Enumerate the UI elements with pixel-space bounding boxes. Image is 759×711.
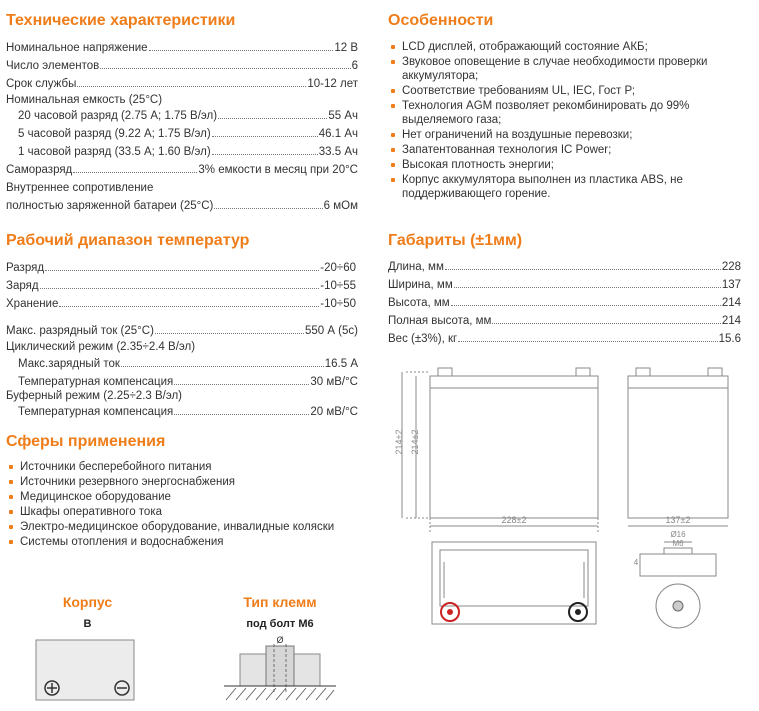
dims-row: Высота, мм 214 xyxy=(388,297,741,309)
temp-row: Заряд -10÷55 xyxy=(6,280,356,292)
temp-row: Разряд -20÷60 xyxy=(6,262,356,274)
features-list xyxy=(388,40,733,202)
list-item: Источники резервного энергоснабжения xyxy=(6,475,358,489)
list-item: Технология AGM позволяет рекомбинировать до 99% выделяемого газа; xyxy=(388,99,733,127)
list-item: Медицинское оборудование xyxy=(6,490,358,504)
spec-row: 5 часовой разряд (9.22 А; 1.75 В/эл) 46.1 Ач xyxy=(18,128,358,140)
capacity-label: Номинальная емкость (25°С) xyxy=(6,94,163,106)
length-label: 228±2 xyxy=(501,515,527,525)
list-item: Звуковое оповещение в случае необходимости проверки аккумулятора; xyxy=(388,55,733,83)
terminal-title: Тип клемм xyxy=(243,594,317,610)
list-item: Источники бесперебойного питания xyxy=(6,460,358,474)
spec-row: Срок службы 10-12 лет xyxy=(6,78,358,90)
diameter-label: Ø16 xyxy=(670,530,686,539)
tech-title: Технические характеристики xyxy=(6,12,236,29)
spheres-title: Сферы применения xyxy=(6,433,166,450)
dims-row: Вес (±3%), кг 15.6 xyxy=(388,333,741,345)
thread-label: M6 xyxy=(672,539,684,548)
case-drawing xyxy=(30,636,140,702)
spec-row: Номинальное напряжение 12 В xyxy=(6,42,358,54)
list-item: Нет ограничений на воздушные перевозки; xyxy=(388,128,733,142)
height-label-1: 214±2 xyxy=(394,429,404,455)
list-item: LCD дисплей, отображающий состояние АКБ; xyxy=(388,40,733,54)
temp-row: Макс.зарядный ток 16.5 А xyxy=(18,358,358,370)
spec-row: 20 часовой разряд (2.75 А; 1.75 В/эл) 55 Ач xyxy=(18,110,358,122)
case-body xyxy=(36,640,134,700)
spec-row: Число элементов 6 xyxy=(6,60,358,72)
list-item: Системы отопления и водоснабжения xyxy=(6,535,358,549)
list-item: Соответствие требованиям UL, IEC, Гост Р; xyxy=(388,84,733,98)
dims-row: Полная высота, мм 214 xyxy=(388,315,741,327)
temp-title: Рабочий диапазон температур xyxy=(6,232,250,249)
features-title: Особенности xyxy=(388,12,494,29)
front-view xyxy=(430,376,598,518)
list-item: Высокая плотность энергии; xyxy=(388,158,733,172)
resistance-label: Внутреннее сопротивление xyxy=(6,182,154,194)
post-height-label: 4 xyxy=(633,558,639,567)
spec-row: Саморазряд 3% емкости в месяц при 20°С xyxy=(6,164,358,176)
dims-row: Длина, мм 228 xyxy=(388,261,741,273)
case-title: Корпус xyxy=(62,594,113,610)
side-view xyxy=(628,376,728,518)
bolt-post xyxy=(266,646,294,686)
width-label: 137±2 xyxy=(665,515,691,525)
terminal-detail xyxy=(640,554,716,576)
spheres-list xyxy=(6,460,358,550)
temp-row: Хранение -10÷50 xyxy=(6,298,356,310)
case-value: B xyxy=(83,618,92,630)
spec-row: 1 часовой разряд (33.5 А; 1.60 В/эл) 33.5 Ач xyxy=(18,146,358,158)
list-item: Электро-медицинское оборудование, инвалидные коляски xyxy=(6,520,358,534)
temp-row: Температурная компенсация 30 мВ/°С xyxy=(18,376,358,388)
list-item: Корпус аккумулятора выполнен из пластика ABS, не поддерживающего горение. xyxy=(388,173,733,201)
terminal-drawing xyxy=(222,634,338,704)
buffer-label: Буферный режим (2.25÷2.3 В/эл) xyxy=(6,390,183,402)
list-item: Шкафы оперативного тока xyxy=(6,505,358,519)
list-item: Запатентованная технология IC Power; xyxy=(388,143,733,157)
dimensions-drawing xyxy=(388,362,748,702)
dims-title: Габариты (±1мм) xyxy=(388,232,523,249)
terminal-value: под болт М6 xyxy=(246,618,314,630)
temp-row: Температурная компенсация 20 мВ/°С xyxy=(18,406,358,418)
spec-row: полностью заряженной батареи (25°С) 6 мОм xyxy=(6,200,358,212)
cyclic-label: Циклический режим (2.35÷2.4 В/эл) xyxy=(6,341,196,353)
diameter-symbol: Ø xyxy=(276,635,284,645)
dims-row: Ширина, мм 137 xyxy=(388,279,741,291)
top-view xyxy=(432,542,596,624)
temp-row: Макс. разрядный ток (25°С) 550 А (5с) xyxy=(6,325,358,337)
height-label-2: 214±2 xyxy=(410,429,420,455)
